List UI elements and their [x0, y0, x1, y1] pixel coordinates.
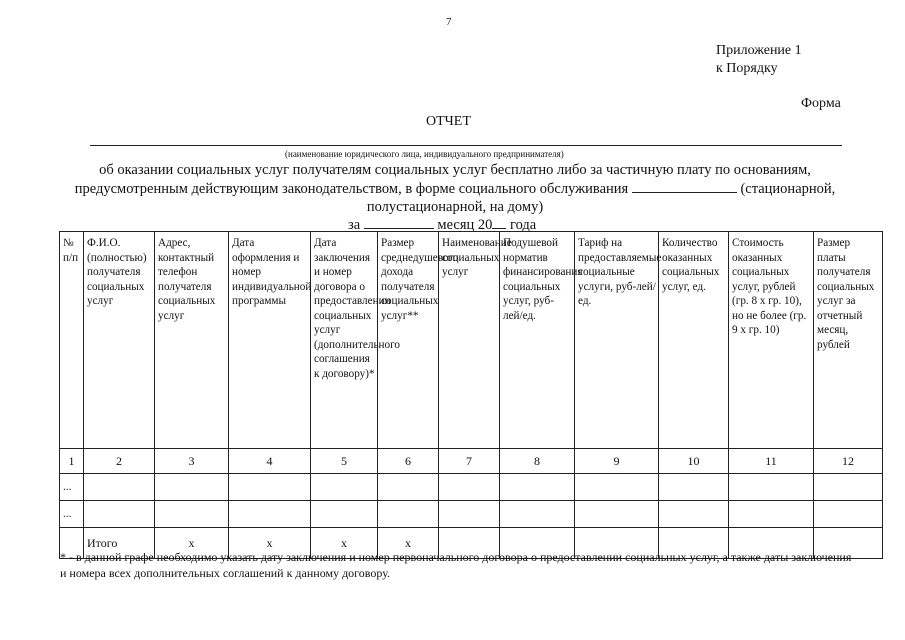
table-cell [378, 501, 439, 528]
table-cell [84, 474, 155, 501]
column-number: 6 [378, 449, 439, 474]
report-table [59, 231, 883, 559]
header-cell: Тариф на предоставляемые социальные услуги, руб-лей/ед. [575, 232, 659, 449]
form-label: Форма [801, 96, 841, 111]
column-number: 12 [814, 449, 883, 474]
description-part-2: (стационарной, полустационарной, на дому) [366, 181, 836, 215]
table-cell [500, 501, 575, 528]
column-number: 7 [439, 449, 500, 474]
header-cell: Размер платы получателя социальных услуг за отчетный месяц, рублей [814, 232, 883, 449]
column-number: 10 [659, 449, 729, 474]
table-cell [84, 501, 155, 528]
table-cell [311, 474, 378, 501]
table-cell [659, 474, 729, 501]
table-cell [439, 474, 500, 501]
column-number: 4 [229, 449, 311, 474]
table-cell [229, 474, 311, 501]
column-number: 3 [155, 449, 229, 474]
header-cell: Дата заключения и номер договора о предоставлении социальных услуг (дополнительного соглашения к договору)* [311, 232, 378, 449]
column-number: 1 [60, 449, 84, 474]
header-cell: Адрес, контактный телефон получателя социальных услуг [155, 232, 229, 449]
table-cell [439, 501, 500, 528]
table-cell [311, 501, 378, 528]
table-cell [155, 474, 229, 501]
header-cell: Стоимость оказанных социальных услуг, рублей (гр. 8 x гр. 10), но не более (гр. 9 x гр. 10) [729, 232, 814, 449]
table-row [60, 501, 883, 528]
footnote: * - в данной графе необходимо указать дату заключения и номер первоначального договора о предоставлении социальных услуг, а также даты заключения и номера всех дополнительных соглашений к данному договору. [60, 550, 852, 580]
page-number: 7 [446, 16, 452, 28]
period-suffix: года [510, 217, 537, 233]
table-cell [155, 501, 229, 528]
header-cell: Ф.И.О. (полностью) получателя социальных услуг [84, 232, 155, 449]
appendix-line-2: к Порядку [716, 61, 778, 76]
period-prefix: за [348, 217, 361, 233]
report-title: ОТЧЕТ [426, 114, 471, 129]
column-number: 11 [729, 449, 814, 474]
column-number: 8 [500, 449, 575, 474]
column-number: 9 [575, 449, 659, 474]
header-cell: Подушевой норматив финансирования социальных услуг, руб-лей/ед. [500, 232, 575, 449]
column-number: 5 [311, 449, 378, 474]
service-form-blank [632, 179, 737, 193]
table-cell [500, 474, 575, 501]
table-cell [659, 501, 729, 528]
org-name-line [90, 145, 842, 146]
period-middle: месяц 20 [437, 217, 493, 233]
year-blank [492, 215, 506, 229]
header-cell: Количество оказанных социальных услуг, ед. [659, 232, 729, 449]
table-cell [729, 474, 814, 501]
table-cell [575, 501, 659, 528]
header-cell: Размер среднедушевого дохода получателя социальных услуг** [378, 232, 439, 449]
total-label: Итого [84, 528, 155, 559]
column-number: 2 [84, 449, 155, 474]
table-cell [814, 501, 883, 528]
report-description [60, 161, 850, 216]
total-x-mark: x [155, 528, 229, 559]
table-cell [814, 474, 883, 501]
header-cell: Наименование социальных услуг [439, 232, 500, 449]
header-cell: Дата оформления и номер индивидуальной программы [229, 232, 311, 449]
table-cell [229, 501, 311, 528]
row-ellipsis: ... [60, 474, 84, 501]
total-x-mark: x [311, 528, 378, 559]
column-number-row [60, 449, 883, 474]
row-ellipsis: ... [60, 501, 84, 528]
description-part-1: об оказании социальных услуг получателям социальных услуг бесплатно либо за частичную плату по основаниям, предусмотренным действующим законодательством, в форме социального обслуживания [74, 162, 811, 197]
header-cell: № п/п [60, 232, 84, 449]
header-row [60, 232, 883, 449]
appendix-reference [716, 42, 802, 78]
month-blank [364, 215, 434, 229]
org-name-caption: (наименование юридического лица, индивидуального предпринимателя) [285, 149, 564, 159]
table-cell [378, 474, 439, 501]
total-x-mark: x [378, 528, 439, 559]
appendix-line-1: Приложение 1 [716, 43, 802, 58]
total-x-mark: x [229, 528, 311, 559]
table-row [60, 474, 883, 501]
table-cell [575, 474, 659, 501]
table-cell [729, 501, 814, 528]
